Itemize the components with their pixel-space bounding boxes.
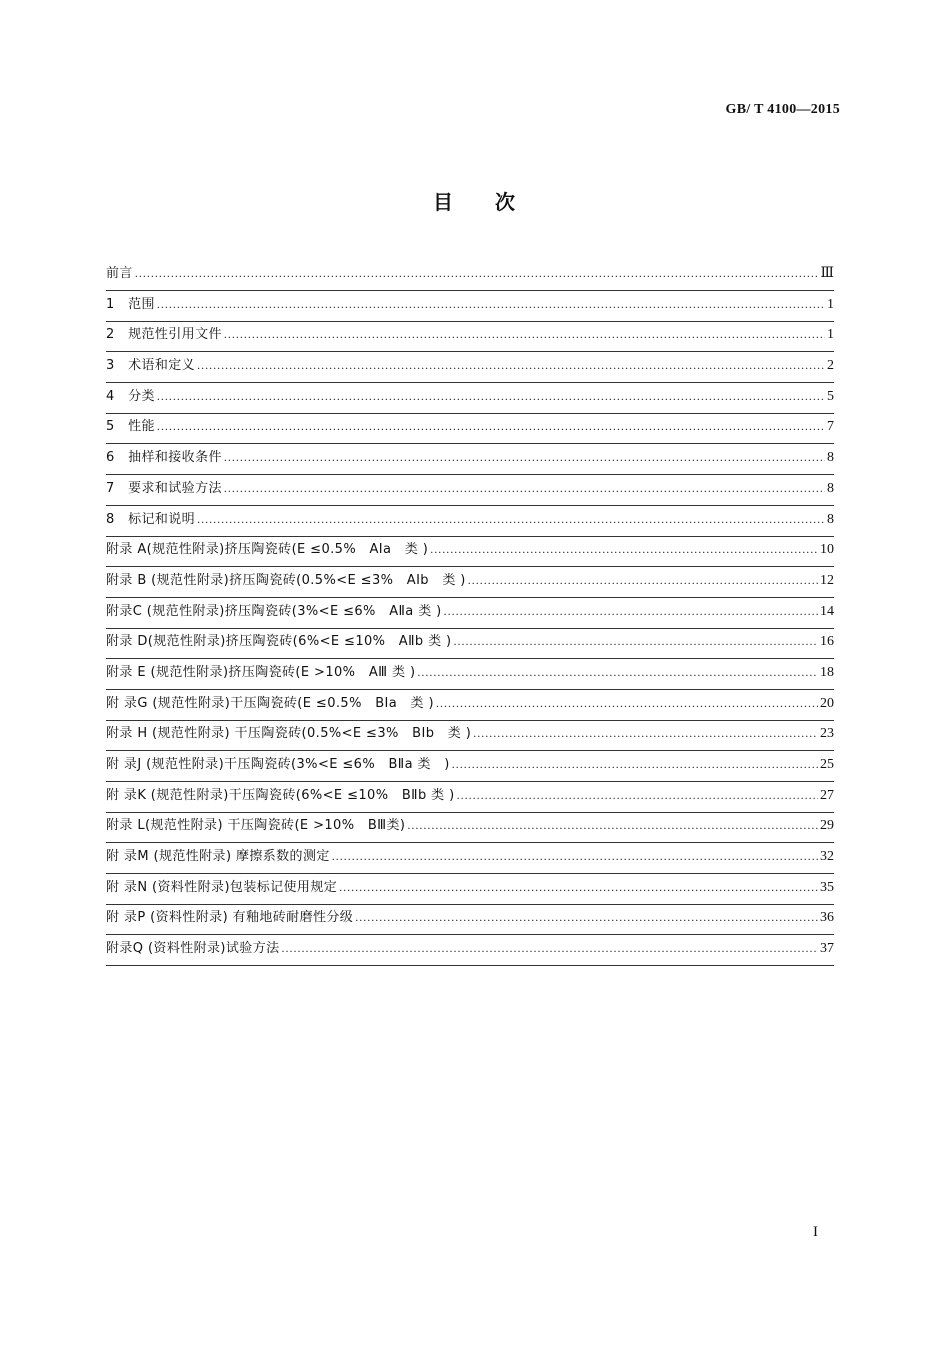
toc-dot-leader xyxy=(430,538,818,560)
toc-entry-page: 5 xyxy=(827,388,834,404)
toc-entry[interactable] xyxy=(106,630,834,659)
toc-entry-label: 1 范围 xyxy=(106,296,155,312)
toc-dot-leader xyxy=(444,600,818,622)
toc-entry[interactable] xyxy=(106,385,834,414)
standard-code: GB/ T 4100—2015 xyxy=(725,102,840,117)
toc-entry-page: 14 xyxy=(820,603,834,619)
toc-entry-page: Ⅲ xyxy=(820,266,834,281)
toc-entry-label: 6 抽样和接收条件 xyxy=(106,450,222,466)
toc-entry-label: 附录 L(规范性附录) 干压陶瓷砖(E >10% BⅢ类) xyxy=(106,818,406,834)
toc-dot-leader xyxy=(417,661,818,683)
toc-dot-leader xyxy=(157,415,825,437)
toc-entry-label: 8 标记和说明 xyxy=(106,511,196,527)
toc-entry-page: 1 xyxy=(827,327,834,343)
toc-entry-label: 附录C (规范性附录)挤压陶瓷砖(3%<E ≤6% AⅡa 类 ) xyxy=(106,603,442,619)
toc-dot-leader xyxy=(473,722,818,744)
toc-entry-page: 36 xyxy=(820,910,834,926)
toc-entry-page: 10 xyxy=(820,542,834,558)
toc-entry-page: 18 xyxy=(820,664,834,680)
toc-entry[interactable] xyxy=(106,784,834,813)
toc-entry-label: 7 要求和试验方法 xyxy=(106,480,222,496)
toc-entry-label: 2 规范性引用文件 xyxy=(106,327,222,343)
page-title xyxy=(0,186,950,215)
toc-entry-label: 附 录P (资料性附录) 有釉地砖耐磨性分级 xyxy=(106,910,354,926)
toc-entry-page: 20 xyxy=(820,695,834,711)
toc-dot-leader xyxy=(452,753,818,775)
toc-entry[interactable] xyxy=(106,600,834,629)
title-char-1: 目 xyxy=(433,190,455,214)
toc-entry[interactable] xyxy=(106,569,834,598)
toc-entry-label: 附录 E (规范性附录)挤压陶瓷砖(E >10% AⅢ 类 ) xyxy=(106,664,416,680)
toc-entry-page: 8 xyxy=(827,480,834,496)
toc-entry[interactable] xyxy=(106,446,834,475)
toc-entry[interactable] xyxy=(106,415,834,444)
toc-entry[interactable] xyxy=(106,262,834,291)
toc-entry-page: 37 xyxy=(820,941,834,957)
page-number: I xyxy=(813,1224,818,1240)
toc-entry[interactable] xyxy=(106,293,834,322)
toc-entry-page: 8 xyxy=(827,450,834,466)
toc-entry-page: 7 xyxy=(827,419,834,435)
toc-dot-leader xyxy=(224,323,825,345)
toc-dot-leader xyxy=(282,937,818,959)
toc-entry[interactable] xyxy=(106,906,834,935)
toc-entry[interactable] xyxy=(106,722,834,751)
toc-entry-page: 1 xyxy=(827,296,834,312)
toc-dot-leader xyxy=(135,262,819,284)
toc-dot-leader xyxy=(339,876,818,898)
toc-entry[interactable] xyxy=(106,814,834,843)
toc-entry-page: 29 xyxy=(820,818,834,834)
toc-entry-label: 附录 D(规范性附录)挤压陶瓷砖(6%<E ≤10% AⅡb 类 ) xyxy=(106,634,452,650)
toc-entry[interactable] xyxy=(106,508,834,537)
toc-dot-leader xyxy=(332,845,818,867)
toc-entry-label: 附 录M (规范性附录) 摩擦系数的测定 xyxy=(106,849,330,865)
toc-entry-page: 2 xyxy=(827,358,834,374)
toc-entry[interactable] xyxy=(106,937,834,966)
toc-entry[interactable] xyxy=(106,538,834,567)
toc-entry-page: 23 xyxy=(820,726,834,742)
toc-entry[interactable] xyxy=(106,876,834,905)
toc-entry-label: 附录 B (规范性附录)挤压陶瓷砖(0.5%<E ≤3% AIb 类 ) xyxy=(106,572,466,588)
toc-entry[interactable] xyxy=(106,354,834,383)
toc-dot-leader xyxy=(197,508,825,530)
toc-entry-page: 27 xyxy=(820,787,834,803)
toc-entry-label: 附录 H (规范性附录) 干压陶瓷砖(0.5%<E ≤3% BIb 类 ) xyxy=(106,726,472,742)
toc-entry-label: 5 性能 xyxy=(106,419,155,435)
table-of-contents xyxy=(106,262,834,968)
toc-entry[interactable] xyxy=(106,661,834,690)
toc-dot-leader xyxy=(157,293,825,315)
toc-dot-leader xyxy=(355,906,818,928)
toc-entry-label: 4 分类 xyxy=(106,388,155,404)
toc-entry-label: 前言 xyxy=(106,266,133,281)
toc-dot-leader xyxy=(468,569,818,591)
toc-entry-label: 附录Q (资料性附录)试验方法 xyxy=(106,941,280,957)
toc-entry[interactable] xyxy=(106,692,834,721)
toc-entry-label: 附 录J (规范性附录)干压陶瓷砖(3%<E ≤6% BⅡa 类 ) xyxy=(106,757,450,772)
toc-entry[interactable] xyxy=(106,845,834,874)
toc-entry-page: 32 xyxy=(820,849,834,865)
toc-dot-leader xyxy=(224,477,825,499)
toc-entry-label: 附录 A(规范性附录)挤压陶瓷砖(E ≤0.5% AIa 类 ) xyxy=(106,542,429,558)
toc-entry-page: 16 xyxy=(820,634,834,650)
toc-dot-leader xyxy=(436,692,818,714)
toc-entry-label: 附 录K (规范性附录)干压陶瓷砖(6%<E ≤10% BⅡb 类 ) xyxy=(106,787,455,803)
toc-dot-leader xyxy=(157,385,825,407)
toc-entry-label: 附 录N (资料性附录)包装标记使用规定 xyxy=(106,879,338,895)
toc-entry[interactable] xyxy=(106,477,834,506)
toc-entry-page: 8 xyxy=(827,511,834,527)
toc-entry-label: 3 术语和定义 xyxy=(106,358,196,374)
toc-entry[interactable] xyxy=(106,753,834,782)
toc-entry-page: 25 xyxy=(820,757,834,772)
toc-dot-leader xyxy=(454,630,819,652)
toc-entry[interactable] xyxy=(106,323,834,352)
toc-entry-label: 附 录G (规范性附录)干压陶瓷砖(E ≤0.5% BIa 类 ) xyxy=(106,695,434,711)
toc-dot-leader xyxy=(457,784,818,806)
toc-entry-page: 12 xyxy=(820,572,834,588)
toc-entry-page: 35 xyxy=(820,879,834,895)
toc-dot-leader xyxy=(224,446,825,468)
toc-dot-leader xyxy=(197,354,825,376)
title-char-2: 次 xyxy=(495,190,517,214)
toc-dot-leader xyxy=(407,814,818,836)
